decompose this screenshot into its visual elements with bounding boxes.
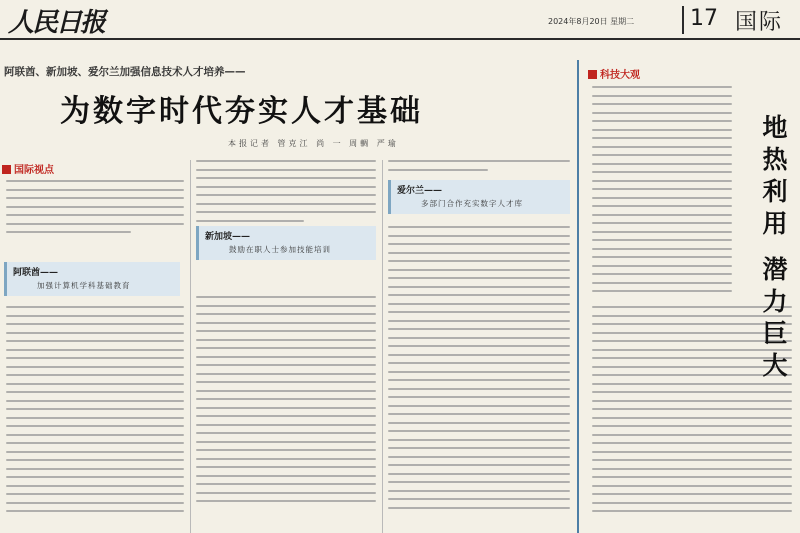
column-2-text-block-a bbox=[196, 160, 376, 228]
section-divider bbox=[577, 60, 579, 533]
column-1-text-block-a bbox=[6, 180, 184, 240]
newspaper-logo: 人民日报 bbox=[8, 8, 105, 38]
column-1-text-block-b bbox=[6, 306, 184, 519]
label-marker-icon bbox=[588, 70, 597, 79]
subhead-singapore bbox=[196, 226, 376, 260]
column-divider bbox=[382, 160, 383, 533]
subhead-text: 加强计算机学科基础教育 bbox=[37, 281, 131, 290]
issue-date: 2024年8月20日 星期二 bbox=[548, 17, 635, 26]
section-label-science: 科技大观 bbox=[588, 66, 640, 81]
masthead bbox=[0, 0, 800, 40]
subhead-region: 新加坡—— bbox=[205, 232, 251, 242]
label-marker-icon bbox=[2, 165, 11, 174]
right-article-title: 地 热 利 用 潜 力 巨 大 bbox=[762, 113, 788, 380]
subhead-text: 鼓励在职人士参加技能培训 bbox=[229, 245, 331, 254]
column-2-text-block-b bbox=[196, 296, 376, 509]
article-topline: 阿联酋、新加坡、爱尔兰加强信息技术人才培养—— bbox=[4, 66, 246, 78]
subhead-uae bbox=[4, 262, 180, 296]
article-headline: 为数字时代夯实人才基础 bbox=[60, 94, 423, 129]
subhead-text: 多部门合作充实数字人才库 bbox=[421, 199, 523, 208]
right-text-block-a bbox=[592, 86, 732, 299]
column-divider bbox=[190, 160, 191, 533]
section-name: 国际 bbox=[735, 10, 784, 35]
subhead-ireland bbox=[388, 180, 570, 214]
article-topline-wrap bbox=[0, 64, 580, 78]
section-label-international: 国际视点 bbox=[2, 161, 54, 176]
subhead-region: 阿联酋—— bbox=[13, 268, 59, 278]
article-byline: 本报记者 管克江 尚 一 周輖 严瑜 bbox=[228, 139, 399, 148]
page-number: 17 bbox=[690, 6, 718, 31]
column-3-text-block-b bbox=[388, 226, 570, 515]
masthead-divider bbox=[682, 6, 684, 34]
column-3-text-block-a bbox=[388, 160, 570, 177]
subhead-region: 爱尔兰—— bbox=[397, 186, 443, 196]
